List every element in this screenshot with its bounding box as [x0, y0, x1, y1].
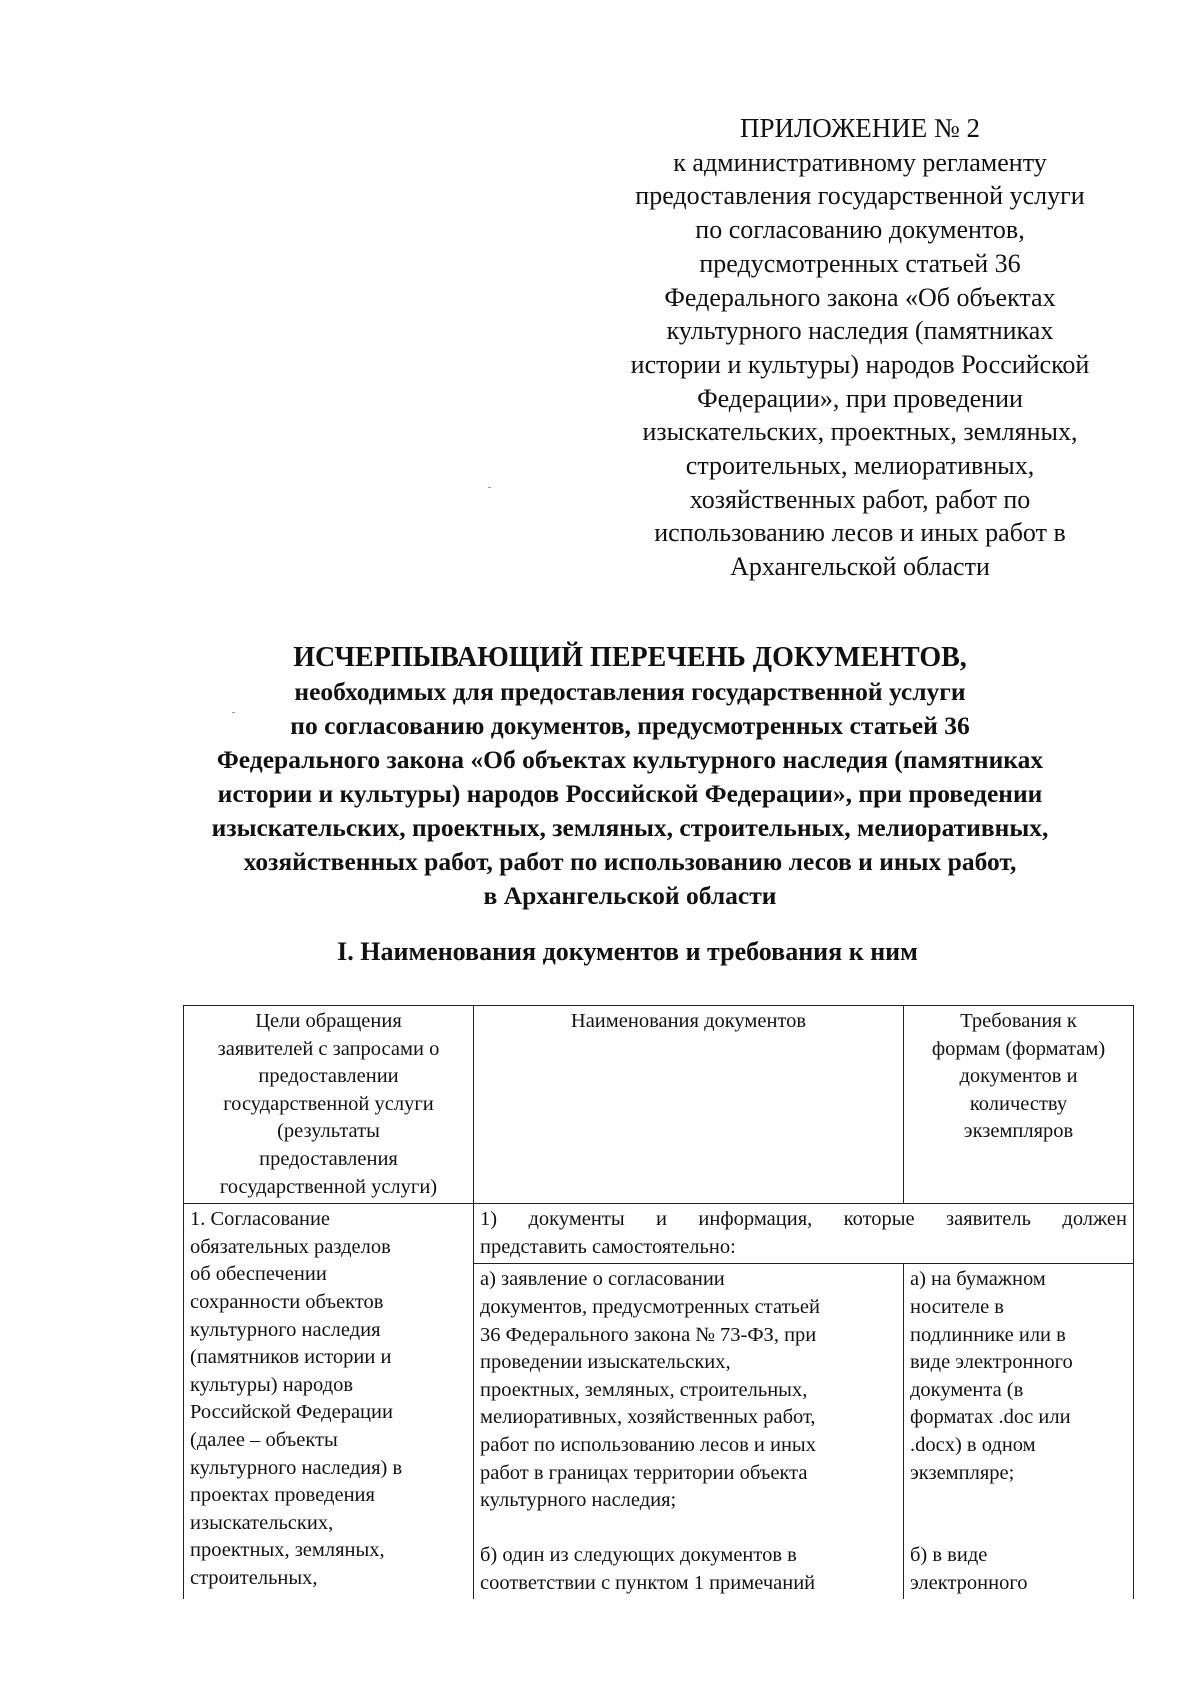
- header-purpose: [184, 1006, 474, 1204]
- appendix-line: строительных, мелиоративных,: [685, 451, 1035, 481]
- purpose-cell: [184, 1204, 474, 1600]
- cell-text: .docx) в одном: [910, 1433, 1036, 1456]
- header-requirements: [904, 1006, 1134, 1204]
- header-text: Цели обращения: [255, 1010, 402, 1032]
- cell-text: сохранности объектов: [190, 1290, 384, 1313]
- cell-text: проектных, земляных, строительных,: [480, 1378, 808, 1401]
- header-text: формам (форматам): [931, 1037, 1106, 1060]
- heading-line: изыскательских, проектных, земляных, строительных, мелиоративных,: [211, 813, 1049, 842]
- heading-line: хозяйственных работ, работ по использованию лесов и иных работ,: [243, 847, 1017, 876]
- appendix-block: [595, 112, 1125, 584]
- cell-text: культуры) народов: [190, 1373, 354, 1396]
- cell-text: виде электронного: [910, 1351, 1073, 1374]
- cell-text: 1) документы и информация, которые заявитель должен: [480, 1208, 1127, 1231]
- cell-text: а) на бумажном: [910, 1268, 1046, 1291]
- header-text: документов и: [959, 1065, 1078, 1088]
- cell-text: об обеспечении: [190, 1263, 327, 1286]
- appendix-line: к административному регламенту: [673, 147, 1047, 177]
- appendix-line: культурного наследия (памятниках: [666, 316, 1054, 346]
- heading-line: по согласованию документов, предусмотренных статьей 36: [290, 711, 970, 740]
- appendix-title: ПРИЛОЖЕНИЕ № 2: [739, 113, 981, 143]
- cell-text: подлиннике или в: [910, 1323, 1066, 1346]
- intro-cell: [474, 1204, 1134, 1264]
- cell-text: Российской Федерации: [190, 1401, 393, 1424]
- cell-text: форматах .doc или: [910, 1406, 1071, 1429]
- cell-text: электронного: [910, 1571, 1028, 1594]
- scan-speck: [488, 487, 491, 488]
- cell-text: экземпляре;: [910, 1461, 1015, 1484]
- cell-text: проведении изыскательских,: [480, 1351, 731, 1374]
- cell-text: работ в границах территории объекта: [480, 1461, 808, 1484]
- header-text: государственной услуги): [219, 1175, 438, 1198]
- header-text: государственной услуги: [223, 1092, 434, 1115]
- scan-speck: [232, 712, 235, 713]
- header-text: Требования к: [960, 1010, 1077, 1032]
- cell-text: соответствии с пунктом 1 примечаний: [480, 1571, 816, 1594]
- header-documents: [474, 1006, 904, 1204]
- cell-text: работ по использованию лесов и иных: [480, 1433, 816, 1456]
- cell-text: носителе в: [910, 1295, 1004, 1318]
- cell-text: культурного наследия;: [480, 1489, 677, 1512]
- appendix-line: предоставления государственной услуги: [635, 181, 1085, 211]
- header-text: Наименования документов: [570, 1010, 807, 1032]
- cell-text: 1. Согласование: [190, 1208, 331, 1231]
- cell-text: документов, предусмотренных статьей: [480, 1295, 820, 1318]
- header-text: предоставлении: [258, 1065, 399, 1088]
- header-text: экземпляров: [963, 1120, 1074, 1143]
- heading-line: необходимых для предоставления государственной услуги: [294, 677, 966, 706]
- cell-text: (далее – объекты: [190, 1428, 338, 1451]
- document-heading: [160, 641, 1100, 913]
- appendix-line: изыскательских, проектных, земляных,: [642, 417, 1078, 447]
- cell-text: (памятников истории и: [190, 1346, 392, 1369]
- cell-text: проектах проведения: [190, 1484, 375, 1507]
- appendix-line: использованию лесов и иных работ в: [654, 518, 1066, 548]
- cell-text: изыскательских,: [190, 1511, 334, 1534]
- paragraph-gap: [480, 1515, 897, 1543]
- cell-text: представить самостоятельно:: [480, 1235, 736, 1258]
- header-text: предоставления: [259, 1147, 398, 1170]
- requirements-cell: [904, 1264, 1134, 1600]
- documents-table: [183, 1005, 1134, 1599]
- appendix-line: по согласованию документов,: [695, 215, 1025, 245]
- cell-text: документа (в: [910, 1378, 1024, 1401]
- cell-text: обязательных разделов: [190, 1235, 391, 1258]
- appendix-line: Федерального закона «Об объектах: [664, 282, 1056, 312]
- cell-text: строительных,: [190, 1566, 318, 1589]
- documents-cell: [474, 1264, 904, 1600]
- appendix-line: истории и культуры) народов Российской: [630, 349, 1090, 379]
- paragraph-gap: [910, 1515, 1127, 1543]
- section-title: I. Наименования документов и требования к ним: [337, 937, 918, 966]
- header-text: количеству: [969, 1092, 1068, 1115]
- heading-line: истории и культуры) народов Российской Федерации», при проведении: [217, 779, 1043, 808]
- cell-text: а) заявление о согласовании: [480, 1268, 725, 1291]
- table-row: [184, 1204, 1134, 1264]
- cell-text: проектных, земляных,: [190, 1539, 385, 1562]
- heading-title: ИСЧЕРПЫВАЮЩИЙ ПЕРЕЧЕНЬ ДОКУМЕНТОВ,: [293, 642, 967, 673]
- header-text: (результаты: [277, 1120, 380, 1143]
- paragraph-gap: [910, 1487, 1127, 1515]
- header-text: заявителей с запросами о: [217, 1037, 440, 1060]
- cell-text: культурного наследия) в: [190, 1456, 403, 1479]
- appendix-line: предусмотренных статьей 36: [699, 248, 1021, 278]
- table-header-row: [184, 1006, 1134, 1204]
- cell-text: 36 Федерального закона № 73-ФЗ, при: [480, 1323, 817, 1346]
- heading-line: в Архангельской области: [483, 881, 777, 910]
- heading-line: Федерального закона «Об объектах культурного наследия (памятниках: [216, 745, 1044, 774]
- appendix-line: Федерации», при проведении: [697, 383, 1023, 413]
- cell-text: б) один из следующих документов в: [480, 1544, 797, 1567]
- cell-text: мелиоративных, хозяйственных работ,: [480, 1406, 816, 1429]
- cell-text: б) в виде: [910, 1544, 988, 1567]
- cell-text: культурного наследия: [190, 1318, 381, 1341]
- appendix-line: хозяйственных работ, работ по: [689, 484, 1031, 514]
- appendix-line: Архангельской области: [730, 552, 990, 582]
